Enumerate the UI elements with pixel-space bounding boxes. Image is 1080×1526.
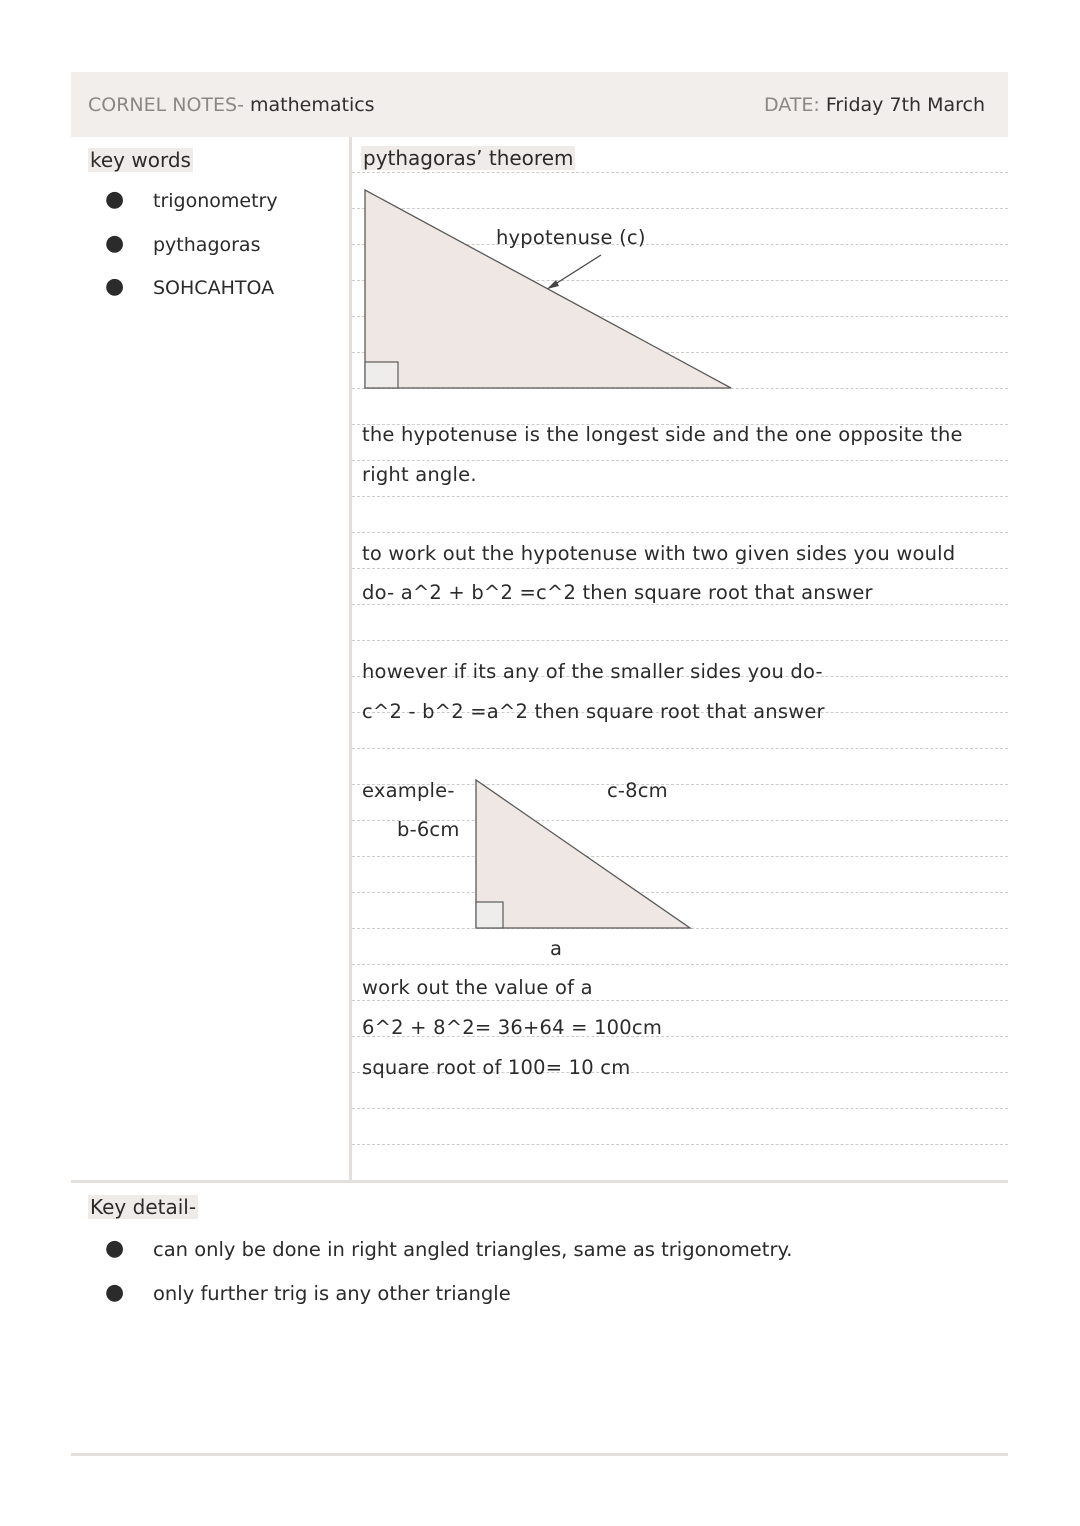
- keyword-item: ● pythagoras: [105, 230, 261, 256]
- note-text: do- a^2 + b^2 =c^2 then square root that answer: [362, 581, 873, 604]
- summary-item: ● can only be done in right angled triangles, same as trigonometry.: [105, 1236, 793, 1261]
- summary-list: [105, 1238, 792, 1325]
- right-angle-marker: [365, 362, 398, 388]
- header-label: CORNEL NOTES-: [88, 94, 251, 116]
- right-angle-marker: [476, 902, 503, 928]
- cue-column-title: key words: [90, 148, 191, 172]
- date-value: Friday 7th March: [825, 94, 985, 116]
- hypotenuse-triangle: [365, 190, 731, 388]
- notes-title: pythagoras’ theorem: [363, 146, 574, 170]
- example-side-b: b-6cm: [397, 818, 460, 841]
- bullet-icon: ●: [105, 187, 125, 212]
- example-triangle: [476, 780, 690, 928]
- note-text: 6^2 + 8^2= 36+64 = 100cm: [362, 1016, 663, 1039]
- summary-item: ● only further trig is any other triangle: [105, 1279, 511, 1305]
- note-text: however if its any of the smaller sides you do-: [362, 660, 823, 683]
- summary-title: Key detail-: [90, 1195, 197, 1219]
- bullet-icon: ●: [105, 1236, 125, 1261]
- example-side-a: a: [550, 937, 563, 960]
- arrow-head-icon: [547, 280, 559, 289]
- bullet-icon: ●: [105, 230, 125, 256]
- note-text: work out the value of a: [362, 976, 593, 999]
- note-text: right angle.: [362, 463, 477, 486]
- example-label: example-: [362, 779, 455, 802]
- note-text: c^2 - b^2 =a^2 then square root that answer: [362, 700, 825, 723]
- header-subject: mathematics: [250, 94, 375, 116]
- keyword-item: ● SOHCAHTOA: [105, 274, 275, 299]
- date-label: DATE:: [763, 94, 826, 116]
- note-text: the hypotenuse is the longest side and the one opposite the: [362, 423, 963, 446]
- keyword-item: ● trigonometry: [105, 187, 278, 212]
- example-side-c: c-8cm: [607, 779, 668, 802]
- note-text: square root of 100= 10 cm: [362, 1056, 631, 1079]
- hypotenuse-label: hypotenuse (c): [496, 226, 646, 249]
- bullet-icon: ●: [105, 1279, 125, 1305]
- note-text: to work out the hypotenuse with two given sides you would: [362, 542, 956, 565]
- bullet-icon: ●: [105, 274, 125, 299]
